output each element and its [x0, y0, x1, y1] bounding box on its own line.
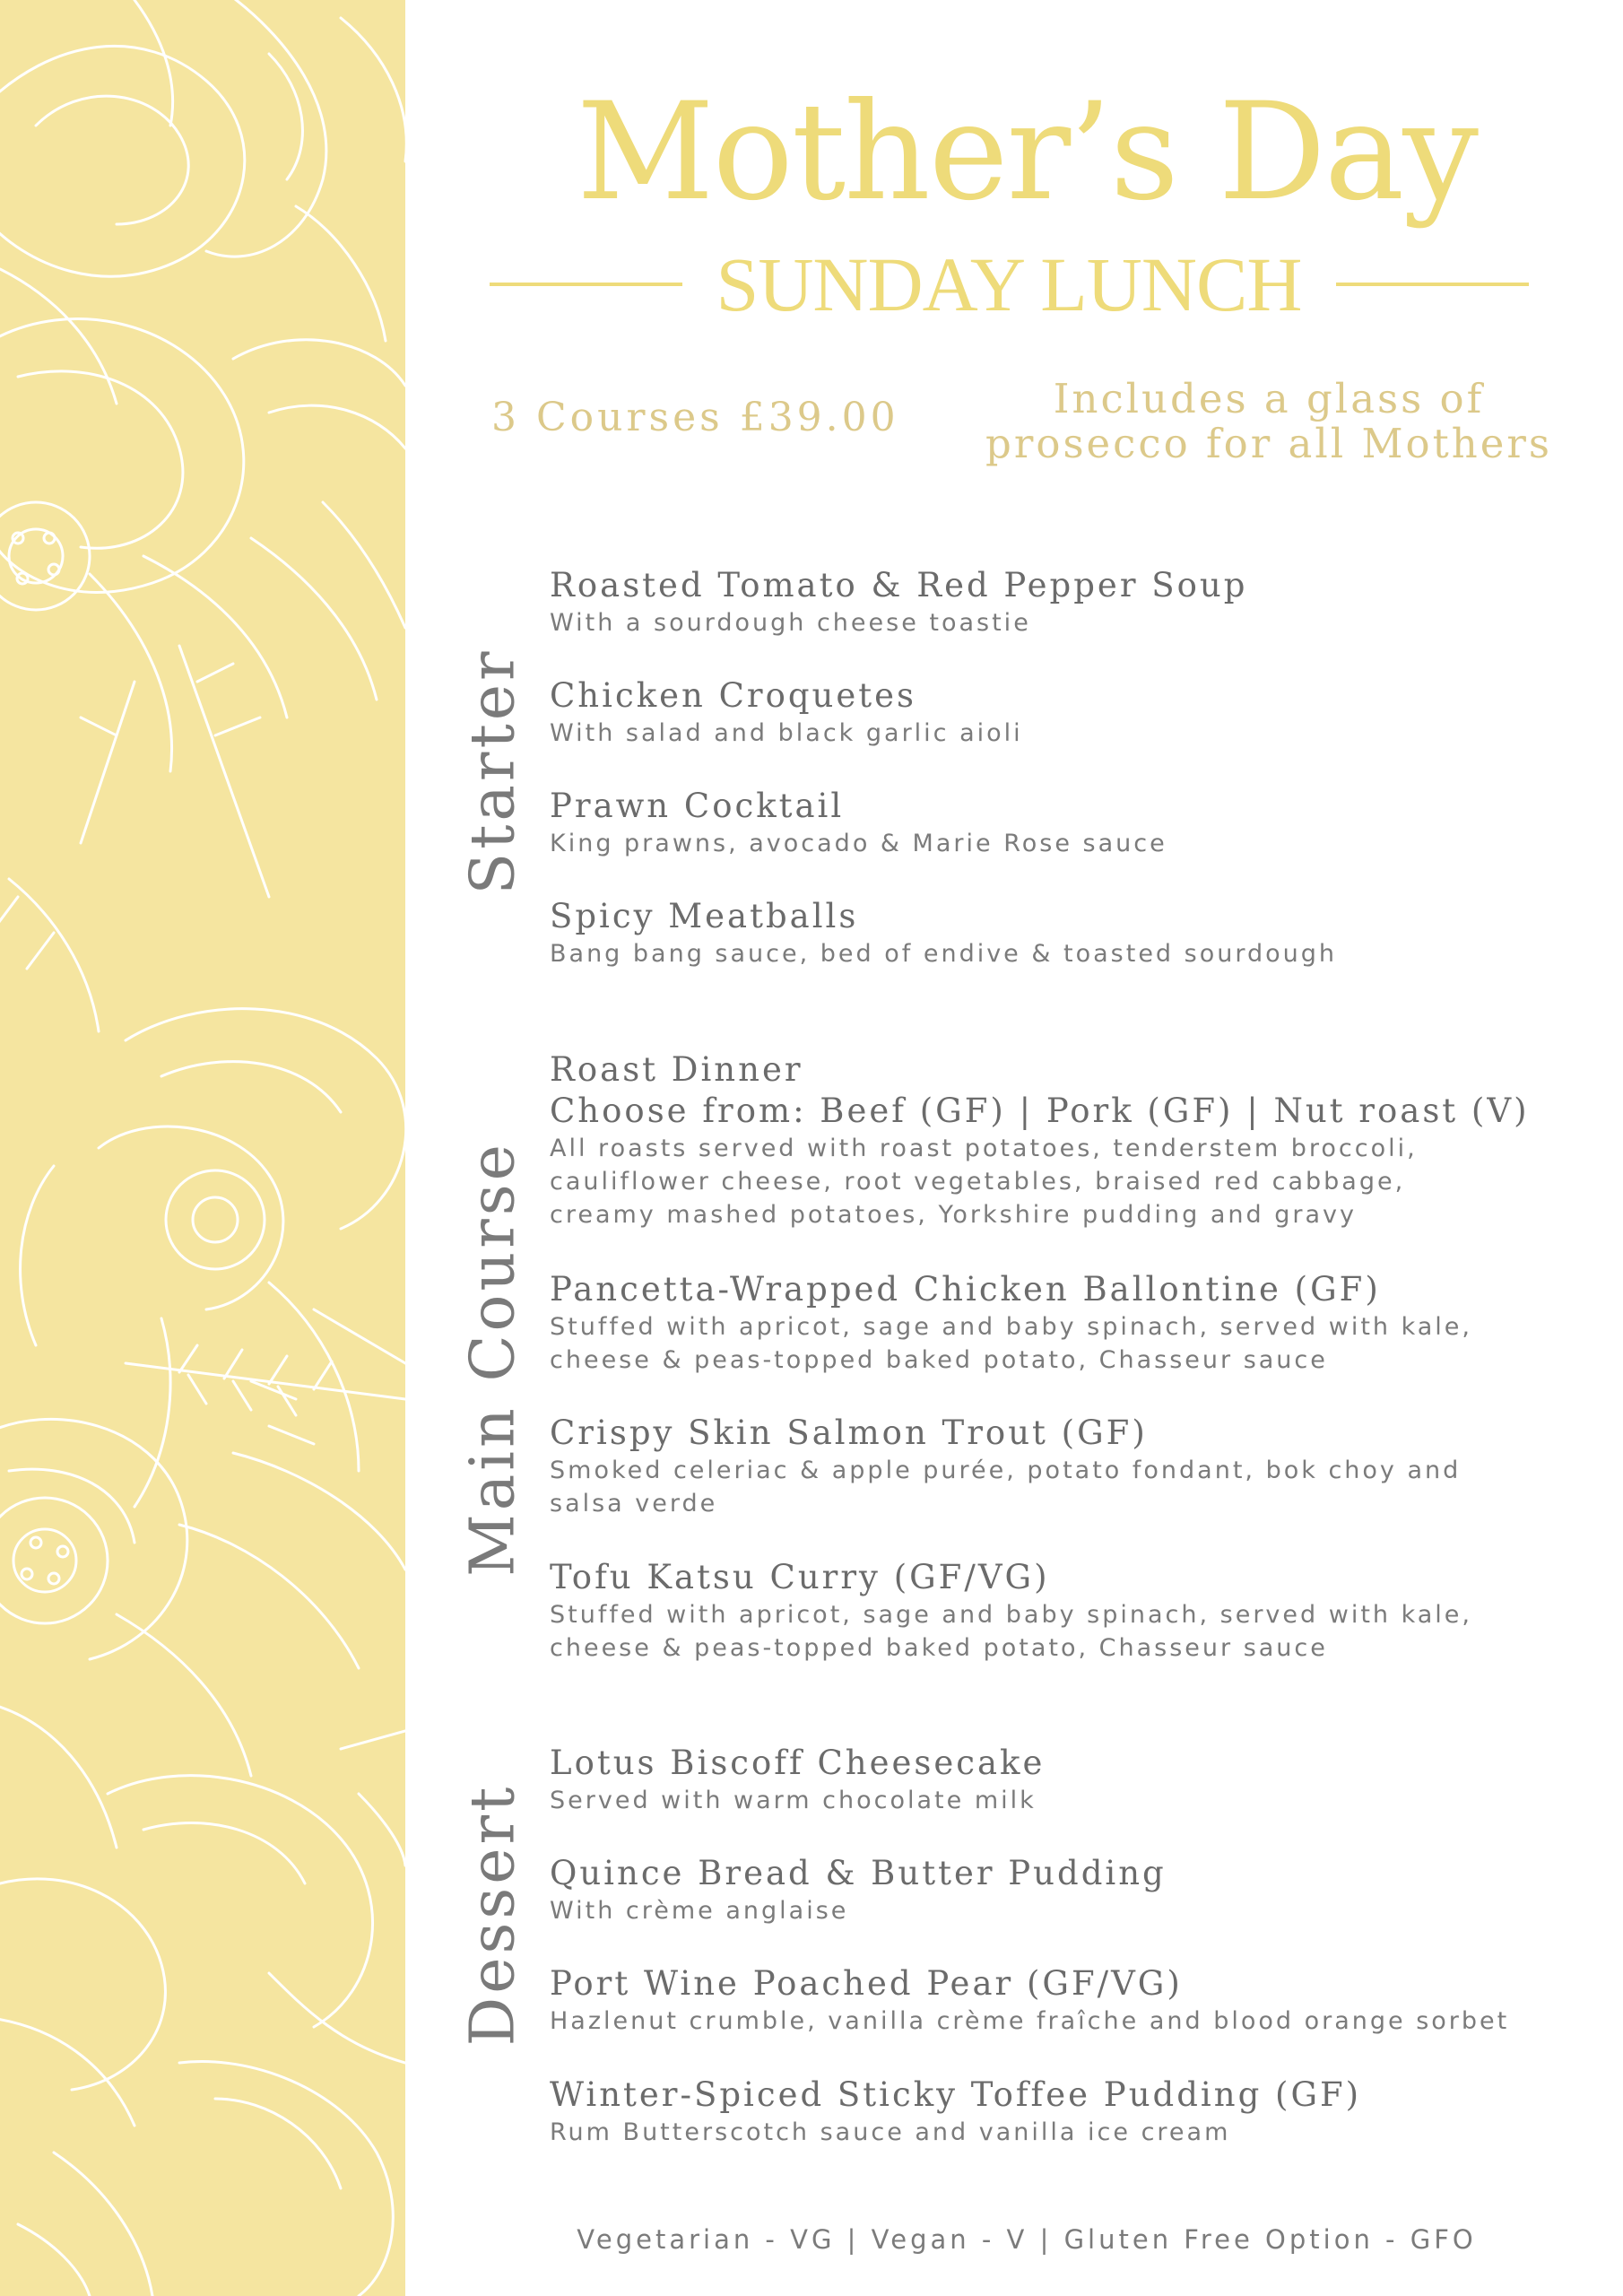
subtitle: SUNDAY LUNCH	[716, 241, 1302, 327]
subtitle-right-rule	[1336, 283, 1529, 286]
menu-item	[550, 1743, 1608, 1817]
menu-item	[550, 1413, 1608, 1520]
item-description: Stuffed with apricot, sage and baby spinach, served with kale,	[550, 1313, 1472, 1341]
item-name: Roast Dinner	[550, 1050, 803, 1089]
section-label-starter: Starter	[457, 648, 529, 895]
menu-item	[550, 565, 1608, 639]
promo-text	[959, 377, 1578, 466]
floral-pattern-icon	[0, 0, 405, 2296]
item-description: Bang bang sauce, bed of endive & toasted sourdough	[550, 940, 1337, 968]
item-description: Hazlenut crumble, vanilla crème fraîche and blood orange sorbet	[550, 2007, 1510, 2035]
price-label: 3 Courses £39.00	[491, 395, 899, 440]
subtitle-left-rule	[490, 283, 682, 286]
menu-item	[550, 896, 1608, 970]
item-name: Quince Bread & Butter Pudding	[550, 1854, 1167, 1892]
menu-item	[550, 1269, 1608, 1377]
section-label-main-course: Main Course	[457, 1141, 529, 1577]
item-description: creamy mashed potatoes, Yorkshire pudding and gravy	[550, 1201, 1357, 1229]
menu-item	[550, 1963, 1608, 2038]
item-description: Served with warm chocolate milk	[550, 1787, 1037, 1814]
dietary-legend: Vegetarian - VG | Vegan - V | Gluten Free Option - GFO	[577, 2224, 1477, 2255]
floral-side-panel	[0, 0, 405, 2296]
item-description: With crème anglaise	[550, 1897, 849, 1925]
item-name-options: Choose from: Beef (GF) | Pork (GF) | Nut roast (V)	[550, 1091, 1530, 1130]
item-name: Chicken Croquetes	[550, 676, 917, 715]
item-description: cheese & peas-topped baked potato, Chasseur sauce	[550, 1634, 1328, 1662]
page-title: Mother’s Day	[576, 74, 1478, 230]
item-name: Spicy Meatballs	[550, 897, 859, 935]
item-name: Tofu Katsu Curry (GF/VG)	[550, 1558, 1050, 1596]
item-description: cauliflower cheese, root vegetables, braised red cabbage,	[550, 1168, 1406, 1196]
item-name: Roasted Tomato & Red Pepper Soup	[550, 566, 1248, 604]
menu-item	[550, 786, 1608, 860]
item-name: Pancetta-Wrapped Chicken Ballontine (GF)	[550, 1270, 1381, 1309]
section-label-dessert: Dessert	[457, 1783, 529, 2047]
menu-item	[550, 1853, 1608, 1927]
item-description: With a sourdough cheese toastie	[550, 609, 1031, 637]
item-description: Rum Butterscotch sauce and vanilla ice cream	[550, 2118, 1231, 2146]
item-name: Crispy Skin Salmon Trout (GF)	[550, 1413, 1148, 1452]
menu-item	[550, 675, 1608, 750]
promo-line-2: prosecco for all Mothers	[985, 420, 1552, 467]
menu-item	[550, 1557, 1608, 1665]
menu-item	[550, 1049, 1608, 1231]
item-description: King prawns, avocado & Marie Rose sauce	[550, 830, 1167, 857]
promo-line-1: Includes a glass of	[1053, 375, 1485, 422]
item-name: Winter-Spiced Sticky Toffee Pudding (GF)	[550, 2075, 1362, 2114]
item-name: Lotus Biscoff Cheesecake	[550, 1744, 1046, 1782]
item-description: cheese & peas-topped baked potato, Chasseur sauce	[550, 1346, 1328, 1374]
item-description: All roasts served with roast potatoes, tenderstem broccoli,	[550, 1135, 1418, 1162]
item-description: Smoked celeriac & apple purée, potato fondant, bok choy and	[550, 1457, 1462, 1484]
item-name: Prawn Cocktail	[550, 787, 845, 825]
item-description: salsa verde	[550, 1490, 718, 1518]
item-description: Stuffed with apricot, sage and baby spinach, served with kale,	[550, 1601, 1472, 1629]
item-description: With salad and black garlic aioli	[550, 719, 1023, 747]
item-name: Port Wine Poached Pear (GF/VG)	[550, 1964, 1183, 2003]
menu-item	[550, 2074, 1608, 2149]
subtitle-row	[489, 241, 1529, 327]
